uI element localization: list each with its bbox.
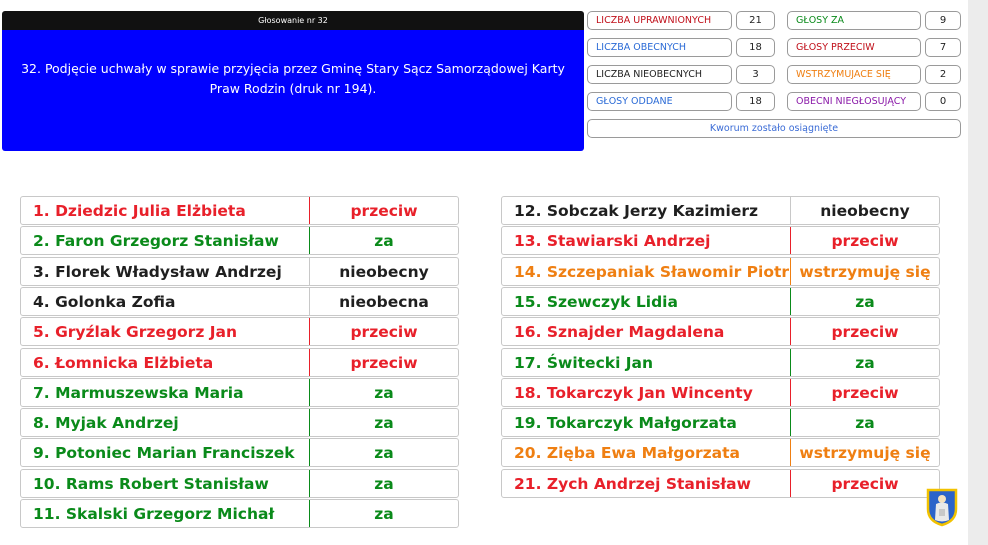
vote-row	[20, 226, 459, 255]
vote-row	[501, 287, 940, 316]
councillor-name: 7. Marmuszewska Maria	[21, 379, 310, 406]
vote-result: za	[374, 231, 394, 250]
vote-row	[501, 257, 940, 286]
vote-result: za	[374, 383, 394, 402]
vote-row	[20, 469, 459, 498]
vote-result: za	[374, 443, 394, 462]
vote-result: nieobecny	[339, 262, 429, 281]
vote-result: za	[374, 413, 394, 432]
stat-value-uprawnionych: 21	[736, 11, 775, 30]
councillor-name: 12. Sobczak Jerzy Kazimierz	[502, 197, 791, 224]
stat-label-przeciw: GŁOSY PRZECIW	[787, 38, 921, 57]
stat-value-za: 9	[925, 11, 961, 30]
vote-result: przeciw	[350, 353, 418, 372]
vote-result: przeciw	[350, 201, 418, 220]
vote-result: przeciw	[350, 322, 418, 341]
councillor-name: 15. Szewczyk Lidia	[502, 288, 791, 315]
vote-row	[20, 408, 459, 437]
stat-value-niegłosujacy: 0	[925, 92, 961, 111]
stat-value-obecnych: 18	[736, 38, 775, 57]
stat-label-za: GŁOSY ZA	[787, 11, 921, 30]
councillor-name: 10. Rams Robert Stanisław	[21, 470, 310, 497]
vote-row	[501, 317, 940, 346]
vote-row	[20, 438, 459, 467]
stat-value-oddane: 18	[736, 92, 775, 111]
vote-result: za	[374, 474, 394, 493]
quorum-status: Kworum zostało osiągnięte	[587, 119, 961, 138]
councillor-name: 19. Tokarczyk Małgorzata	[502, 409, 791, 436]
vote-result: przeciw	[831, 383, 899, 402]
vote-row	[501, 469, 940, 498]
coat-of-arms-icon	[925, 487, 959, 527]
vote-number-header: Głosowanie nr 32	[2, 11, 584, 30]
councillor-name: 20. Zięba Ewa Małgorzata	[502, 439, 791, 466]
councillor-name: 18. Tokarczyk Jan Wincenty	[502, 379, 791, 406]
stat-label-uprawnionych: LICZBA UPRAWNIONYCH	[587, 11, 732, 30]
vote-row	[20, 499, 459, 528]
vote-result: za	[855, 292, 875, 311]
stat-value-nieobecnych: 3	[736, 65, 775, 84]
stat-label-obecnych: LICZBA OBECNYCH	[587, 38, 732, 57]
councillor-name: 4. Golonka Zofia	[21, 288, 310, 315]
stat-label-wstrzymujace: WSTRZYMUJACE SIĘ	[787, 65, 921, 84]
vote-row	[20, 317, 459, 346]
vote-row	[501, 408, 940, 437]
councillor-name: 2. Faron Grzegorz Stanisław	[21, 227, 310, 254]
vote-result: nieobecna	[339, 292, 429, 311]
councillor-name: 21. Zych Andrzej Stanisław	[502, 470, 791, 497]
vote-result: wstrzymuję się	[799, 262, 931, 281]
vote-result: za	[855, 353, 875, 372]
councillor-name: 11. Skalski Grzegorz Michał	[21, 500, 310, 527]
councillor-name: 16. Sznajder Magdalena	[502, 318, 791, 345]
vote-result: za	[374, 504, 394, 523]
vote-result: przeciw	[831, 231, 899, 250]
councillor-name: 3. Florek Władysław Andrzej	[21, 258, 310, 285]
vote-title-panel	[2, 30, 584, 151]
vote-row	[501, 378, 940, 407]
vote-title: 32. Podjęcie uchwały w sprawie przyjęcia przez Gminę Stary Sącz Samorządowej Karty Praw Rodzin (druk nr 194).	[21, 60, 565, 96]
vote-result: za	[855, 413, 875, 432]
vote-row	[20, 257, 459, 286]
vote-row	[501, 348, 940, 377]
councillor-name: 1. Dziedzic Julia Elżbieta	[21, 197, 310, 224]
councillor-name: 14. Szczepaniak Sławomir Piotr	[502, 258, 791, 285]
councillor-name: 8. Myjak Andrzej	[21, 409, 310, 436]
vote-row	[20, 378, 459, 407]
councillor-name: 13. Stawiarski Andrzej	[502, 227, 791, 254]
vote-row	[20, 287, 459, 316]
vote-row	[501, 438, 940, 467]
councillor-name: 5. Gryźlak Grzegorz Jan	[21, 318, 310, 345]
stat-value-wstrzymujace: 2	[925, 65, 961, 84]
vote-result: wstrzymuję się	[799, 443, 931, 462]
stat-label-niegłosujacy: OBECNI NIEGŁOSUJĄCY	[787, 92, 921, 111]
councillor-name: 17. Świtecki Jan	[502, 349, 791, 376]
councillor-name: 9. Potoniec Marian Franciszek	[21, 439, 310, 466]
vote-row	[501, 196, 940, 225]
vote-row	[20, 348, 459, 377]
stat-label-nieobecnych: LICZBA NIEOBECNYCH	[587, 65, 732, 84]
vote-result: przeciw	[831, 474, 899, 493]
stat-label-oddane: GŁOSY ODDANE	[587, 92, 732, 111]
vote-result: nieobecny	[820, 201, 910, 220]
vote-row	[501, 226, 940, 255]
vote-row	[20, 196, 459, 225]
councillor-name: 6. Łomnicka Elżbieta	[21, 349, 310, 376]
stat-value-przeciw: 7	[925, 38, 961, 57]
vote-result: przeciw	[831, 322, 899, 341]
